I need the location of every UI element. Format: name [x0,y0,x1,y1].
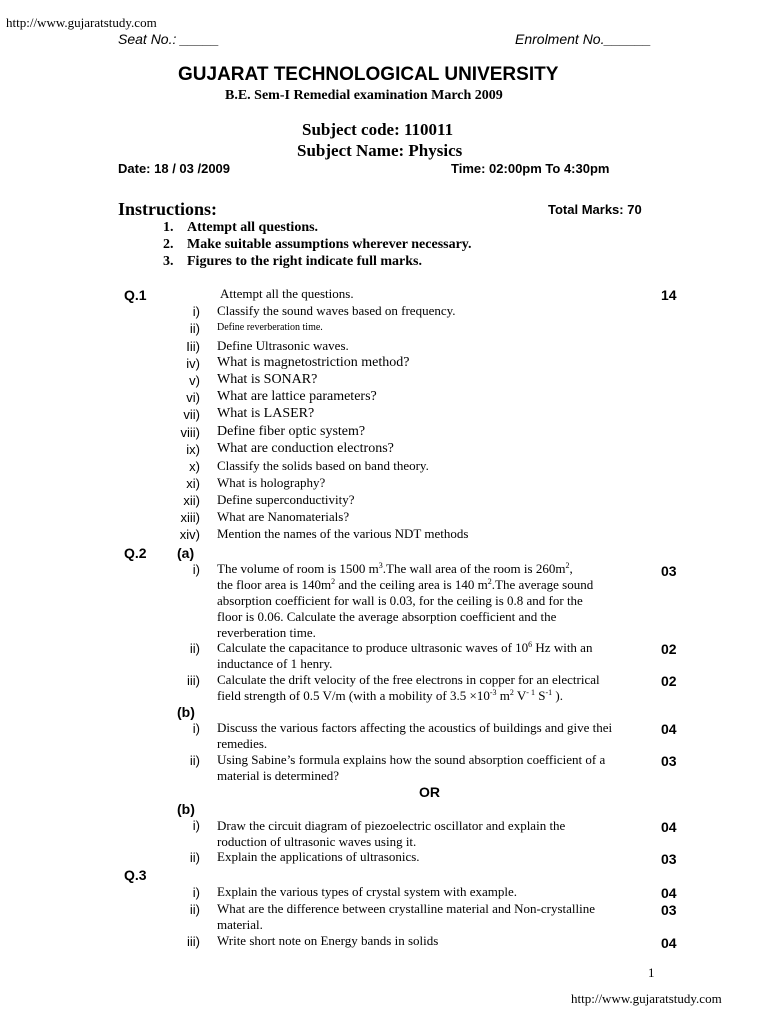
question-text: Discuss the various factors affecting the acoustics of buildings and give thei [217,720,613,735]
item-number: ix) [186,442,200,457]
item-number: ii) [189,321,200,336]
question-text: roduction of ultrasonic waves using it. [217,834,417,849]
item-number: xiv) [179,527,200,542]
question-text: What are the difference between crystalline material and Non-crystalline [217,901,596,916]
seat-no-field: Seat No.: _____ [118,31,220,47]
marks: 02 [661,673,677,689]
question-text: What is magnetostriction method? [217,355,410,370]
instruction-item: 2. Make suitable assumptions wherever necessary. [163,237,472,252]
marks: 04 [661,935,677,951]
marks: 04 [661,885,677,901]
or-separator: OR [419,784,440,800]
question-text: The volume of room is 1500 $m^3.The$ wall area of the room is $260m^2$, [217,561,573,576]
source-url-top: http://www.gujaratstudy.com [6,15,157,30]
question-text: What is LASER? [217,406,315,421]
question-text: field strength of 0.5 V/m (with a mobility of $3.5 \times 10^{-3}$ $m^2$ $V^{- 1}$ $S^{-1}$ ). [217,688,563,703]
marks: 02 [661,641,677,657]
question-text: floor is 0.06. Calculate the average absorption coefficient and the [217,609,557,624]
section-b-label: (b) [177,704,195,720]
question-text: Explain the applications of ultrasonics. [217,849,420,864]
question-text: reverberation time. [217,625,316,640]
section-a-label: (a) [177,545,195,561]
item-number: i) [192,562,200,577]
question-text: What is SONAR? [217,372,318,387]
marks: 04 [661,819,677,835]
question-text: Define superconductivity? [217,492,355,507]
marks: 04 [661,721,677,737]
item-number: i) [192,818,200,833]
question-text: Calculate the drift velocity of the free electrons in copper for an electrical [217,672,600,687]
item-number: iii) [187,934,200,949]
question-2-label: Q.2 [124,545,147,561]
page-number: 1 [648,965,655,980]
item-number: Iii) [186,339,200,354]
exam-title: B.E. Sem-I Remedial examination March 2009 [225,88,503,103]
question-1-marks: 14 [661,287,677,303]
instruction-item: 1. Attempt all questions. [163,220,319,235]
item-number: i) [192,721,200,736]
question-text: Define reverberation time. [217,322,323,333]
question-text: What are conduction electrons? [217,441,394,456]
subject-name: Subject Name: Physics [297,141,463,160]
item-number: iv) [186,356,200,371]
question-text: absorption coefficient for wall is 0.03, for the ceiling is 0.8 and for the [217,593,583,608]
section-b-alt-label: (b) [177,801,195,817]
question-text: remedies. [217,736,268,751]
question-text: What are Nanomaterials? [217,509,350,524]
question-text: What are lattice parameters? [217,389,377,404]
question-text: material. [217,917,263,932]
item-number: xii) [183,493,200,508]
item-number: v) [189,373,200,388]
question-text: Explain the various types of crystal system with example. [217,884,518,899]
item-number: xi) [186,476,200,491]
question-text: inductance of 1 henry. [217,656,333,671]
item-number: xiii) [180,510,200,525]
question-text: Using Sabine’s formula explains how the sound absorption coefficient of a [217,752,606,767]
exam-time: Time: 02:00pm To 4:30pm [451,161,610,176]
marks: 03 [661,851,677,867]
question-text: material is determined? [217,768,340,783]
item-number: iii) [187,673,200,688]
item-number: vi) [186,390,200,405]
question-text: What is holography? [217,475,326,490]
question-text: the floor area is $140m^2$ and the ceiling area is 140 $m^2.The$ average sound [217,577,594,592]
total-marks: Total Marks: 70 [548,202,642,217]
marks: 03 [661,902,677,918]
item-number: vii) [183,407,200,422]
item-number: ii) [189,753,200,768]
item-number: i) [192,885,200,900]
item-number: i) [192,304,200,319]
question-text: Mention the names of the various NDT methods [217,526,469,541]
item-number: viii) [180,425,200,440]
question-text: Define Ultrasonic waves. [217,338,349,353]
question-text: Draw the circuit diagram of piezoelectric oscillator and explain the [217,818,566,833]
question-1-label: Q.1 [124,287,147,303]
subject-code: Subject code: 110011 [302,120,454,139]
question-text: Classify the sound waves based on frequency. [217,303,456,318]
exam-date: Date: 18 / 03 /2009 [118,161,231,176]
item-number: x) [189,459,200,474]
question-text: Define fiber optic system? [217,424,366,439]
university-name: GUJARAT TECHNOLOGICAL UNIVERSITY [178,64,559,85]
item-number: ii) [189,902,200,917]
question-1-intro: Attempt all the questions. [220,286,354,301]
question-3-label: Q.3 [124,867,147,883]
question-text: Classify the solids based on band theory. [217,458,429,473]
instructions-heading: Instructions: [118,199,218,219]
item-number: ii) [189,850,200,865]
marks: 03 [661,753,677,769]
item-number: ii) [189,641,200,656]
question-text: Write short note on Energy bands in solids [217,933,439,948]
source-url-bottom: http://www.gujaratstudy.com [571,991,722,1006]
marks: 03 [661,563,677,579]
question-text: Calculate the capacitance to produce ultrasonic waves of $10^6$ Hz with an [217,640,593,655]
instruction-item: 3. Figures to the right indicate full marks. [163,254,423,269]
enrolment-no-field: Enrolment No.______ [515,31,652,47]
